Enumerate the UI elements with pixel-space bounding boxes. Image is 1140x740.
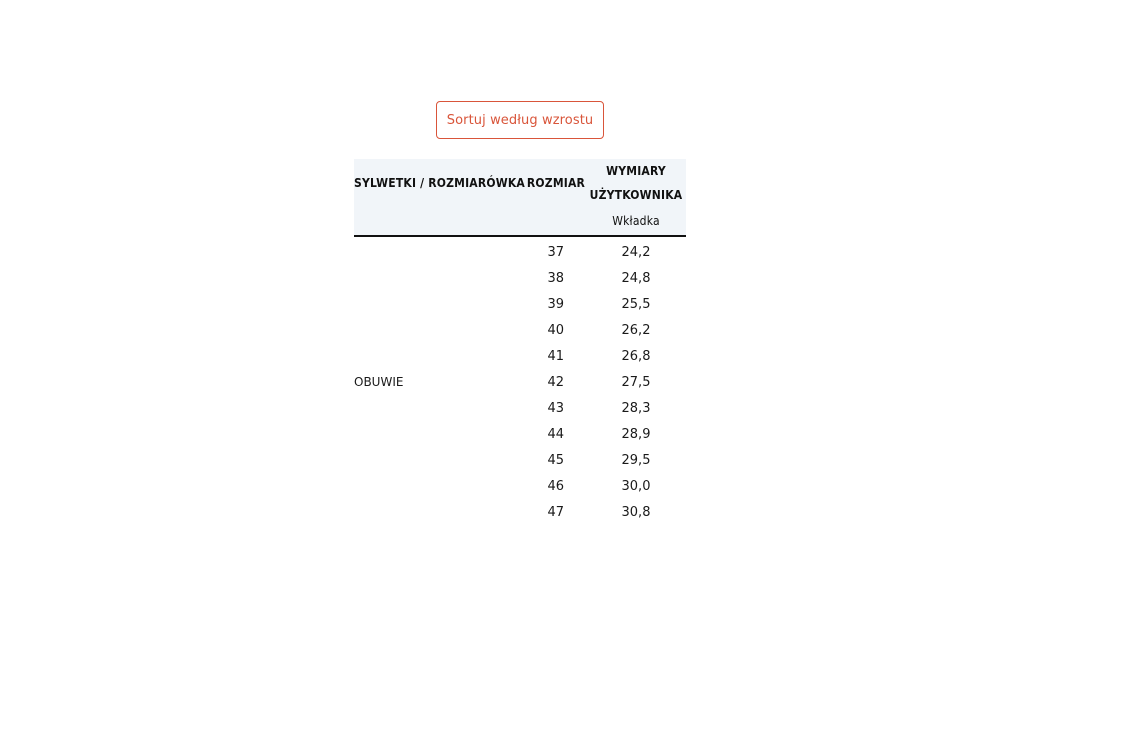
size-cell: 40 bbox=[547, 322, 564, 338]
size-cell: 43 bbox=[547, 400, 564, 416]
header-empty-cell bbox=[354, 207, 526, 236]
table-body bbox=[354, 236, 686, 525]
size-cell: 42 bbox=[547, 374, 564, 390]
sort-by-height-button[interactable]: Sortuj według wzrostu bbox=[436, 101, 604, 139]
header-insole: Wkładka bbox=[586, 207, 686, 236]
size-cell: 41 bbox=[547, 348, 564, 364]
insole-cell: 29,5 bbox=[621, 452, 651, 468]
size-cell: 38 bbox=[547, 270, 564, 286]
insole-cell: 27,5 bbox=[621, 374, 651, 390]
insole-cell: 25,5 bbox=[621, 296, 651, 312]
table-header bbox=[354, 159, 686, 236]
header-empty-cell bbox=[526, 207, 586, 236]
size-cell: 37 bbox=[547, 244, 564, 260]
insole-cell: 28,9 bbox=[621, 426, 651, 442]
size-cell: 45 bbox=[547, 452, 564, 468]
size-cell: 46 bbox=[547, 478, 564, 494]
insole-cell: 28,3 bbox=[621, 400, 651, 416]
size-cell: 47 bbox=[547, 504, 564, 520]
header-measurements-line2: UŻYTKOWNIKA bbox=[589, 188, 683, 202]
insole-cell: 26,2 bbox=[621, 322, 651, 338]
insole-cell: 24,8 bbox=[621, 270, 651, 286]
header-size: ROZMIAR bbox=[526, 176, 586, 190]
insole-cell: 24,2 bbox=[621, 244, 651, 260]
header-measurements-line1: WYMIARY bbox=[606, 164, 666, 178]
size-cell: 39 bbox=[547, 296, 564, 312]
category-cell: OBUWIE bbox=[354, 375, 404, 389]
insole-cell: 30,8 bbox=[621, 504, 651, 520]
size-cell: 44 bbox=[547, 426, 564, 442]
header-silhouette: SYLWETKI / ROZMIARÓWKA bbox=[354, 176, 525, 190]
insole-cell: 26,8 bbox=[621, 348, 651, 364]
size-chart-table bbox=[354, 159, 686, 525]
insole-cell: 30,0 bbox=[621, 478, 651, 494]
table-row bbox=[354, 236, 686, 265]
